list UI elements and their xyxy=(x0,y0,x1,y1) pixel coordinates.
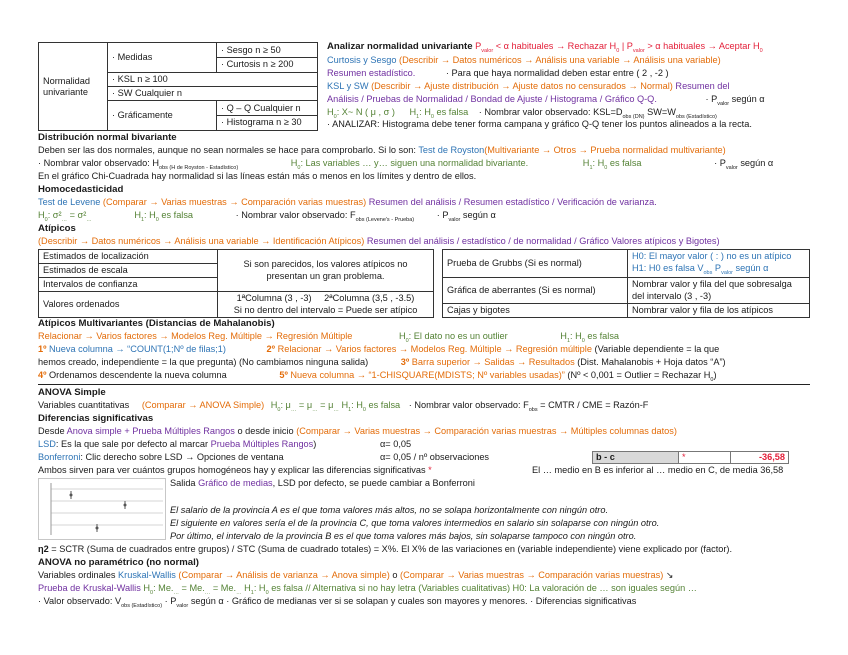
au-line7: · ANALIZAR: Histograma debe tener forma campana y gráfico Q-Q tener los puntos alineados a la recta. xyxy=(327,119,752,129)
row-intervalos: Intervalos de confianza xyxy=(39,278,218,292)
ho-title: Homocedasticidad xyxy=(38,184,124,195)
ds-l1-c: o desde inicio xyxy=(234,426,297,436)
curtosis-value: · Curtosis n ≥ 200 xyxy=(221,59,294,69)
np-line3: · Valor observado: $V_{obs (Estadístico)} \cdot P_{valor}$ según α · Gráfico de medianas ver si se solapan y cuales son mayores y menores. · Diferencias significativas xyxy=(38,596,637,609)
au-l6-h1: $H_1$: $H_0$ es falsa xyxy=(409,107,469,120)
am-step3-text: Barra superior → Salidas → Resultados xyxy=(409,357,575,367)
grubbs-h1: H1: H0 es falsa $V_{obs}$ $P_{valor}$ según α xyxy=(632,262,769,276)
chart-caption xyxy=(170,478,475,489)
ho-l1-orange: (Comparar → Varias muestras → Comparación varias muestras) xyxy=(100,197,367,207)
ho-l2-pvalor: · $P_{valor}$ según α xyxy=(436,210,496,223)
ho-line1 xyxy=(38,197,657,208)
bv-l1-black: Deben ser las dos normales, aunque no sean normales se hace para comprobarlo. Si lo son: xyxy=(38,145,419,155)
chart-caption-b: Gráfico de medias xyxy=(198,478,273,488)
ho-l2-black: · Nombrar valor observado: $F_{obs (Levene's - Prueba)}$ xyxy=(235,210,415,223)
bonferroni-label: Bonferroni xyxy=(38,452,81,462)
chart-gridlines xyxy=(51,489,163,525)
am-l1-orange: Relacionar → Varios factores → Modelos Reg. Múltiple → Regresión Múltiple xyxy=(38,331,353,341)
am-step2: 2º xyxy=(266,344,276,354)
au-l4-blue: KSL y SW xyxy=(327,81,369,91)
am-step2-text: Relacionar → Varios factores → Modelos Reg. Múltiple → Regresión múltiple xyxy=(275,344,592,354)
ho-l2-h0: $H_0$: $\sigma^2_\dots = \sigma^2_\dots$ xyxy=(38,210,92,223)
bv-l2-black: · Nombrar valor observado: $H_{obs (H de Royston - Estadístico)}$ xyxy=(38,158,239,171)
am-step4: 4º xyxy=(38,370,47,380)
grubbs-values xyxy=(628,250,810,278)
an-l1-hyp: $H_0$: $\mu_\dots = \mu_\dots = \mu_\dots$ $H_1$: $H_0$ es falsa xyxy=(270,400,401,413)
np-l1-d: o xyxy=(389,570,401,580)
au-line4 xyxy=(327,81,730,92)
ds-line4 xyxy=(38,465,432,476)
ds-l1-d: (Comparar → Varias muestras → Comparación varias muestras → Múltiples columnas datos) xyxy=(296,426,677,436)
ho-line2 xyxy=(38,210,496,223)
np-l1-arrow: ↘ xyxy=(663,570,674,580)
au-line5 xyxy=(327,94,765,107)
am-step2-note: (Variable dependiente = la que xyxy=(591,344,720,354)
sw-row: · SW Cualquier n xyxy=(108,87,318,101)
an-title: ANOVA Simple xyxy=(38,387,106,398)
bv-l2-pvalor: · $P_{valor}$ según α xyxy=(714,158,774,171)
at-l1-orange: (Describir → Datos numéricos → Análisis una variable → Identificación Atípicos) xyxy=(38,236,365,246)
ds-line2 xyxy=(38,439,316,450)
eta-text: = SCTR (Suma de cuadrados entre grupos) / STC (Suma de cuadrado totales) = X%. El X% de las variaciones en (variable independiente) viene explicado por (factor). xyxy=(48,544,733,554)
bv-l1-blue: Test de Royston xyxy=(418,145,485,155)
kw-test-label: Prueba de Kruskal-Wallis xyxy=(38,583,141,593)
am-line1 xyxy=(38,331,619,344)
bv-l2-h1: $H_1$: $H_0$ es falsa xyxy=(582,158,642,171)
ksl-row: · KSL n ≥ 100 xyxy=(108,73,318,87)
eta-symbol: η2 xyxy=(38,544,49,554)
ds-l1-b: Anova simple + Prueba Múltiples Rangos xyxy=(66,426,235,436)
ds-l2-c: Prueba Múltiples Rangos xyxy=(210,439,314,449)
an-l1-fobs: · Nombrar valor observado: $F_{obs}$ = CMTR / CME = Razón-F xyxy=(408,400,649,413)
am-l3-black: hemos creado, independiente = la que pregunta) (No cambiamos ninguna salida) xyxy=(38,357,369,367)
au-line1 xyxy=(327,41,763,54)
chart-caption-c: , LSD por defecto, se puede cambiar a Bonferroni xyxy=(272,478,475,488)
ds-title: Diferencias significativas xyxy=(38,413,154,424)
medidas-values xyxy=(217,43,318,73)
medidas-label: · Medidas xyxy=(108,43,217,73)
aberrantes-value: Nombrar valor y fila del que sobresalga del intervalo (3 , -3) xyxy=(628,278,810,304)
au-l3-purple: Resumen estadístico. xyxy=(327,68,416,78)
bv-line3: En el gráfico Chi-Cuadrada hay normalidad si las líneas están más o menos en los límites y dentro de ellos. xyxy=(38,171,477,181)
normality-table xyxy=(38,42,318,131)
am-step5-note: (Nº < 0,001 = Outlier = Rechazar $H_0$) xyxy=(564,370,717,383)
ds-l4-star: * xyxy=(428,465,432,475)
ho-l1-blue: Test de Levene xyxy=(38,197,101,207)
bv-l2-h0: $H_0$: Las variables … y… siguen una normalidad bivariante. xyxy=(290,158,529,171)
ho-l2-h1: $H_1$: $H_0$ es falsa xyxy=(134,210,194,223)
sesgo-value: · Sesgo n ≥ 50 xyxy=(217,44,317,58)
mean-b xyxy=(96,527,99,530)
interpret-2: El siguiente en valores sería el de la provincia C, que toma valores intermedios en salario sin solaparse con ningún otro. xyxy=(170,518,660,528)
au-l4-purple: Resumen del xyxy=(672,81,730,91)
cajas-label: Cajas y bigotes xyxy=(443,304,628,318)
mean-a xyxy=(70,494,73,497)
an-l1-black: Variables cuantitativas xyxy=(38,400,130,410)
interpret-3: Por último, el intervalo de la provincia B es el que toma valores más bajos, sin solaparse tampoco con ningún otro. xyxy=(170,531,637,541)
ds-l3-b: : Clic derecho sobre LSD → Opciones de ventana xyxy=(80,452,284,462)
ho-l1-purple: Resumen del análisis / Resumen estadístico / Verificación de varianza. xyxy=(366,197,657,207)
qq-value: · Q – Q Cualquier n xyxy=(217,102,317,116)
at-title: Atípicos xyxy=(38,223,76,234)
am-step5: 5º xyxy=(279,370,288,380)
au-l5-black: · $P_{valor}$ según α xyxy=(705,94,765,107)
at-l1-purple: Resumen del análisis / estadístico / de normalidad / Gráfico Valores atípicos y Bigotes) xyxy=(364,236,720,246)
au-l5-purple: Análisis / Pruebas de Normalidad / Bondad de Ajuste / Histograma / Gráfico Q-Q. xyxy=(327,94,657,104)
am-step1-text: Nueva columna → “COUNT(1;Nº de filas;1) xyxy=(46,344,226,354)
normality-label: Normalidad univariante xyxy=(39,43,108,131)
atipicos-left-table xyxy=(38,249,434,318)
np-l1-a: Variables ordinales xyxy=(38,570,119,580)
ds-l2-d: ) xyxy=(313,439,317,449)
an-l1-orange: (Comparar → ANOVA Simple) xyxy=(141,400,265,410)
bonferroni-alpha: α= 0,05 / nº observaciones xyxy=(380,452,490,462)
am-line2 xyxy=(38,344,719,355)
am-line4 xyxy=(38,370,717,383)
means-chart-svg xyxy=(39,479,165,539)
cajas-value: Nombrar valor y fila de los atípicos xyxy=(628,304,810,318)
au-l3-black: · Para que haya normalidad deben estar entre ( 2 , -2 ) xyxy=(445,68,669,78)
ordenados-values xyxy=(218,292,434,318)
col2-range: 2ªColumna (3,5 , -3.5) xyxy=(324,293,415,304)
similar-note: Si son parecidos, los valores atípicos no presentan un gran problema. xyxy=(218,250,434,292)
col1-range: 1ªColumna (3 , -3) xyxy=(236,293,312,304)
bv-title: Distribución normal bivariante xyxy=(38,132,177,143)
au-l6-black: · Nombrar valor observado: $KSL=D_{obs (DN)}$ $SW=W_{obs (Estadístico)}$ xyxy=(478,107,717,120)
lsd-alpha: α= 0,05 xyxy=(380,439,412,449)
cell-value: -36,58 xyxy=(730,451,789,464)
ds-l2-b: : Es la que sale por defecto al marcar xyxy=(55,439,211,449)
kw-hypotheses: $H_0$: $Me._\dots = Me._\dots = Me._\dots$ $H_1$: $H_0$ es falsa // Alternativa si no hay letra (Variables cualitativas) H0: La valoración de … son iguales según … xyxy=(140,583,697,596)
am-step4-text: Ordenamos descendente la nueva columna xyxy=(46,370,227,380)
graficamente-values xyxy=(217,101,318,131)
bv-line2 xyxy=(38,158,773,171)
am-step3-note: (Dist. Mahalanobis + Hoja datos “A”) xyxy=(574,357,726,367)
ds-line1 xyxy=(38,426,677,437)
am-line3 xyxy=(38,357,726,368)
means-chart-thumbnail xyxy=(38,478,166,540)
am-step5-text: Nueva columna → “1-CHISQUARE(MDISTS; Nº variables usadas)” xyxy=(287,370,565,380)
grubbs-h0: H0: El mayor valor ( : ) no es un atípico xyxy=(632,251,792,261)
histograma-value: · Histograma n ≥ 30 xyxy=(221,117,302,128)
aberrantes-label: Gráfica de aberrantes (Si es normal) xyxy=(443,278,628,304)
np-title: ANOVA no paramétrico (no normal) xyxy=(38,557,199,568)
grubbs-label: Prueba de Grubbs (Si es normal) xyxy=(443,250,628,278)
row-escala: Estimados de escala xyxy=(39,264,218,278)
np-l1-c: (Comparar → Análisis de varianza → Anova simple) xyxy=(175,570,390,580)
au-line3 xyxy=(327,68,669,79)
am-step3: 3º xyxy=(400,357,410,367)
au-l4-orange: (Describir → Ajuste distribución → Ajuste datos no censurados → Normal) xyxy=(368,81,673,91)
np-line2 xyxy=(38,583,697,596)
bv-l1-orange: (Multivariante → Otros → Prueba normalidad multivariante) xyxy=(484,145,726,155)
am-l1-h1: $H_1$: $H_0$ es falsa xyxy=(560,331,620,344)
au-rule: $P_{valor} < \alpha$ habituales → Rechazar $H_0$ | $P_{valor} > \alpha$ habituales → Aceptar $H_0$ xyxy=(475,41,763,54)
ds-l1-a: Desde xyxy=(38,426,67,436)
au-l2-blue: Curtosis y Sesgo xyxy=(327,55,397,65)
ds-l4-a: Ambos sirven para ver cuántos grupos homogéneos hay y explicar las diferencias significativas xyxy=(38,465,429,475)
cell-bc: b - c xyxy=(592,451,679,464)
interval-note: Si no dentro del intervalo = Puede ser atípico xyxy=(233,304,418,315)
lsd-label: LSD xyxy=(38,439,56,449)
am-step1: 1º xyxy=(38,344,47,354)
atipicos-right-table xyxy=(442,249,810,318)
au-l2-orange: (Describir → Datos numéricos → Análisis una variable → Análisis una variable) xyxy=(396,55,721,65)
au-line2 xyxy=(327,55,721,66)
np-line1 xyxy=(38,570,674,581)
chart-intervals xyxy=(71,491,125,532)
np-l1-e: (Comparar → Varias muestras → Comparación varias muestras) xyxy=(400,570,664,580)
bv-line1 xyxy=(38,145,726,156)
row-ordenados: Valores ordenados xyxy=(39,292,218,318)
au-title: Analizar normalidad univariante xyxy=(327,41,473,52)
ds-line3 xyxy=(38,452,284,463)
mean-c xyxy=(124,504,127,507)
row-localizacion: Estimados de localización xyxy=(39,250,218,264)
chart-caption-a: Salida xyxy=(170,478,199,488)
chart-points xyxy=(70,494,127,530)
divider xyxy=(38,384,810,385)
kruskal-label: Kruskal-Wallis xyxy=(118,570,176,580)
graficamente-label: · Gráficamente xyxy=(108,101,217,131)
au-l6-h0: $H_0$: X~ N ( μ , σ ) xyxy=(327,107,395,120)
at-line1 xyxy=(38,236,720,247)
am-title: Atípicos Multivariantes (Distancias de Mahalanobis) xyxy=(38,318,275,329)
cell-star: * xyxy=(678,451,731,464)
eta-line xyxy=(38,544,732,555)
ds-interpretation: El … medio en B es inferior al … medio en C, de media 36,58 xyxy=(532,465,784,475)
interpret-1: El salario de la provincia A es el que toma valores más altos, no se solapa horizontalmente con ningún otro. xyxy=(170,505,609,515)
an-line1 xyxy=(38,400,648,413)
am-l1-h0: $H_0$: El dato no es un outlier xyxy=(398,331,508,344)
